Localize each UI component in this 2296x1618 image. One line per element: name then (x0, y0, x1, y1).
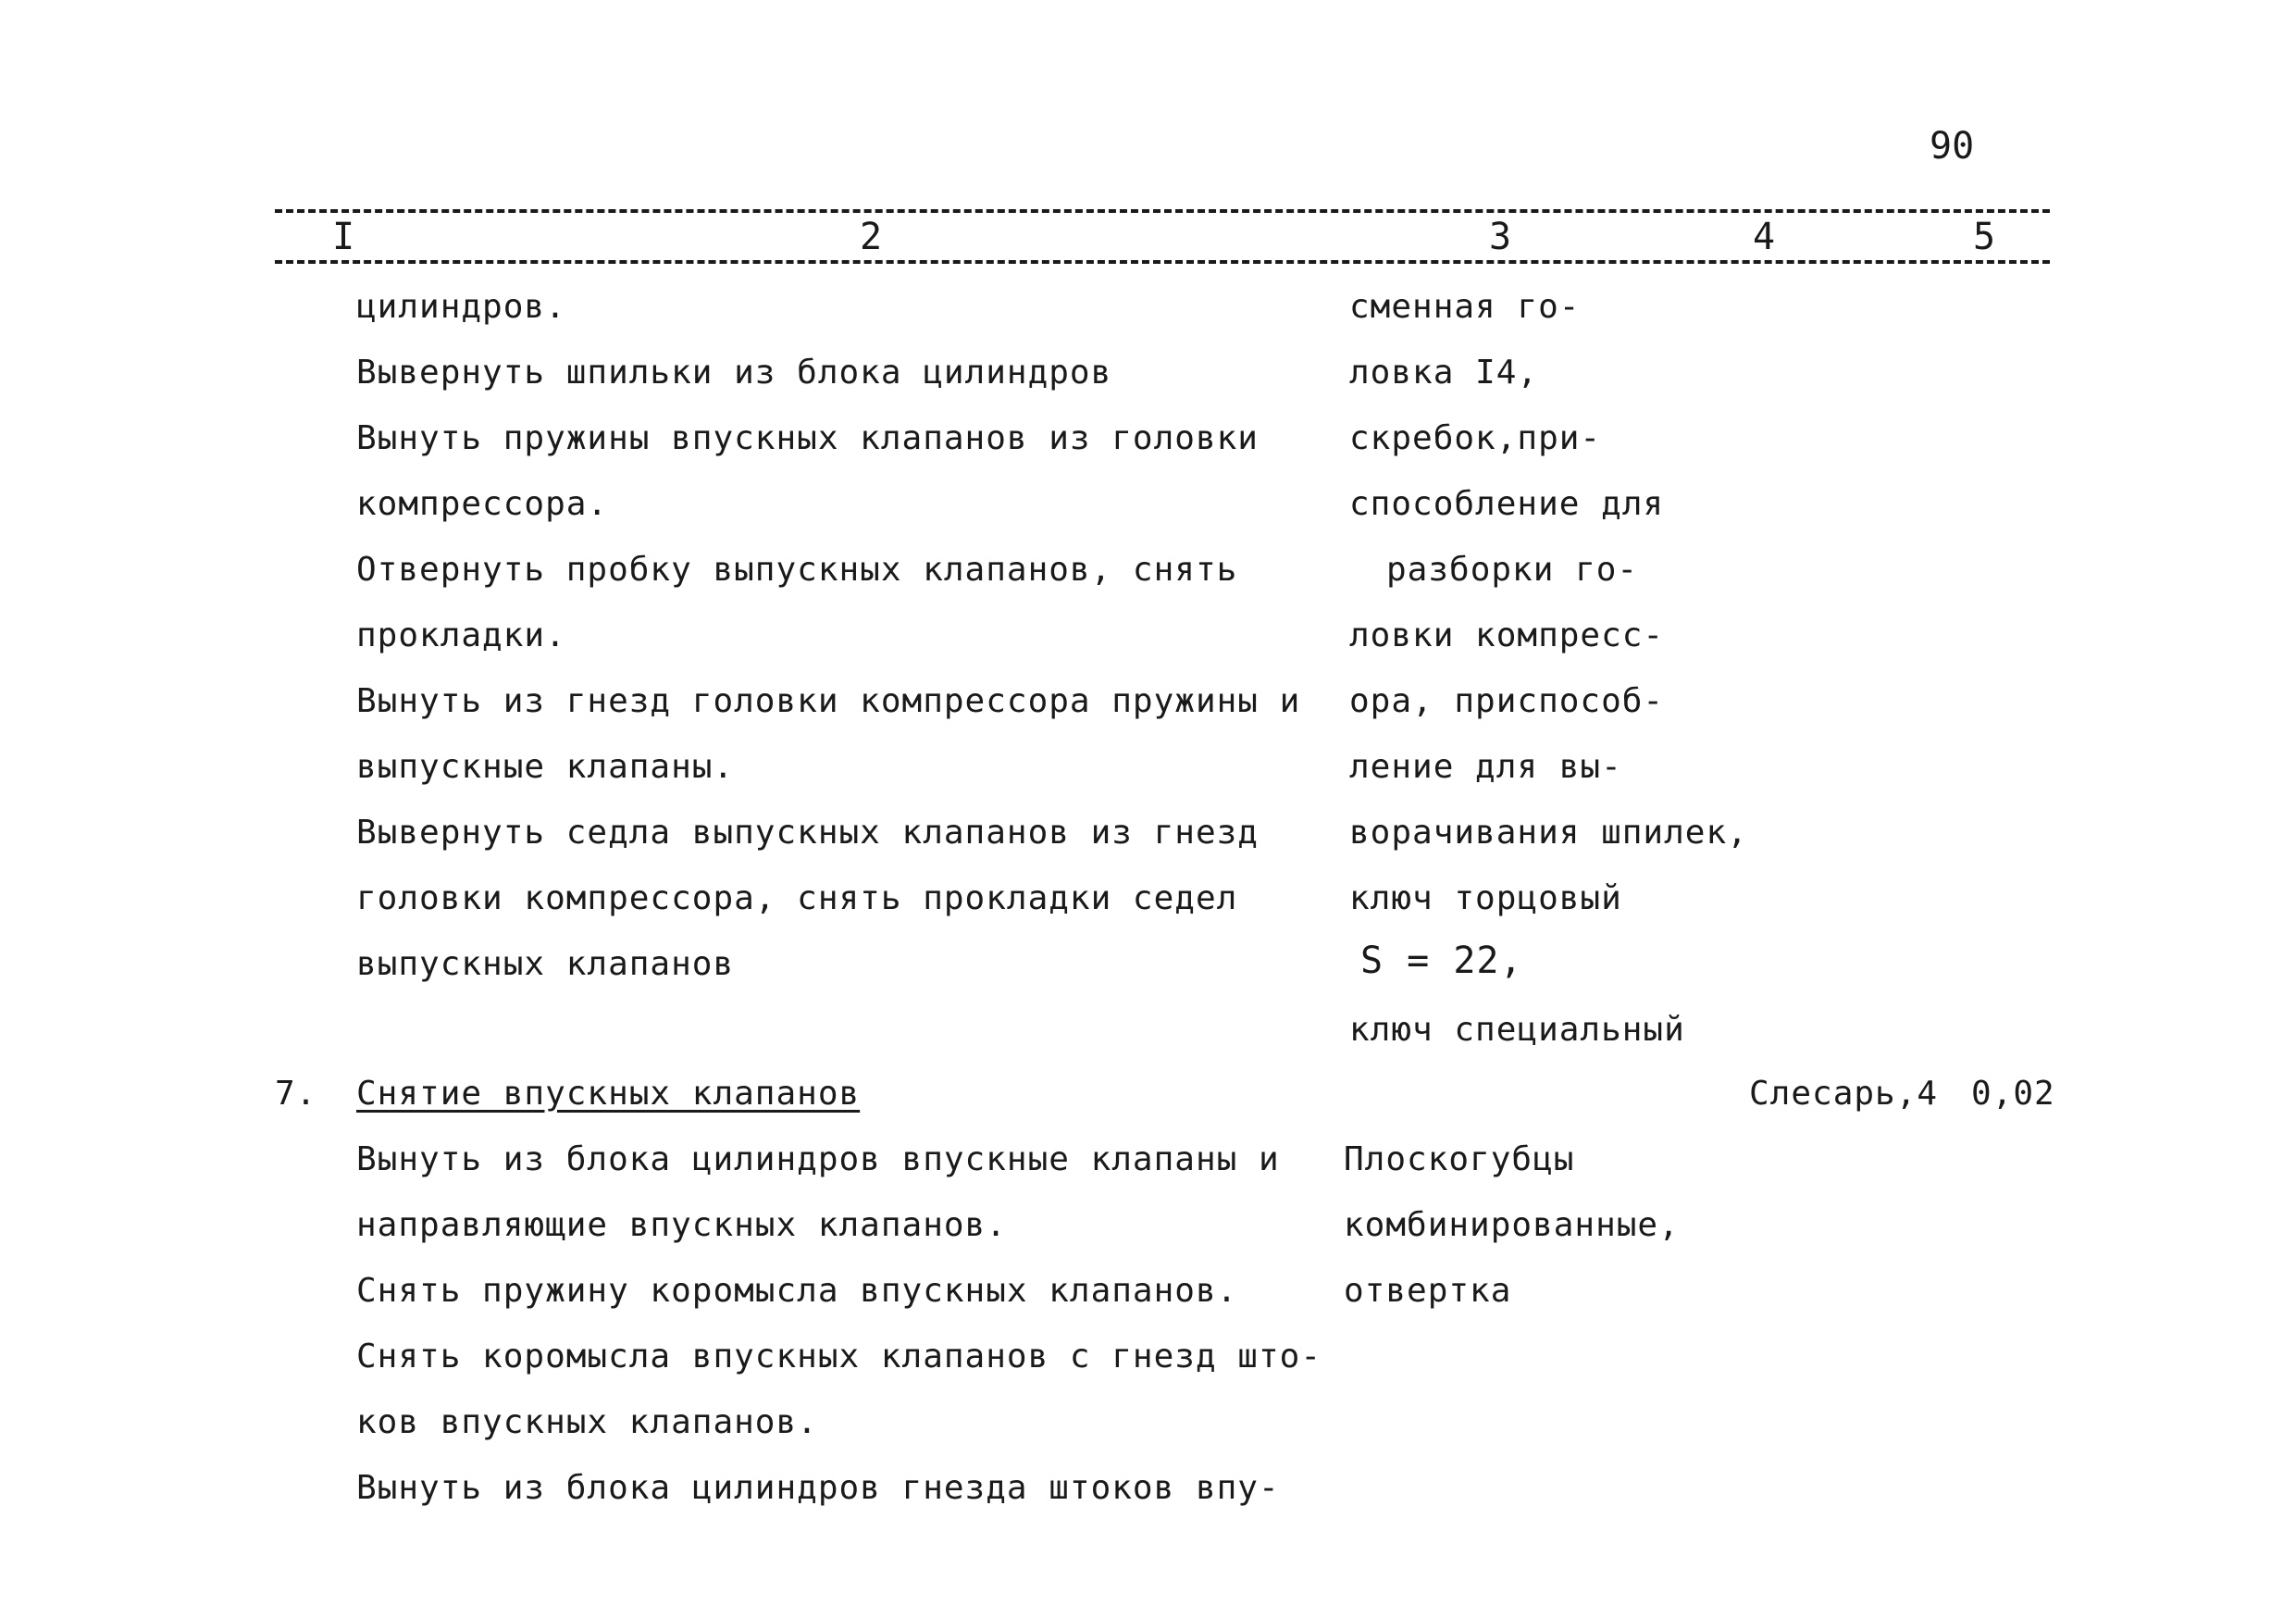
column-number-5: 5 (1969, 217, 1999, 257)
tools-text-line: Плоскогубцы (1344, 1140, 1575, 1178)
column-number-4: 4 (1749, 217, 1779, 257)
tools-text-line: отвертка (1344, 1272, 1512, 1310)
operation-text-line: Снять пружину коромысла впускных клапанов. (356, 1272, 1238, 1310)
item-worker: Слесарь,4 (1749, 1075, 1939, 1113)
item-number: 7. (275, 1075, 317, 1113)
tools-text-line: способление для (1349, 485, 1665, 523)
tools-text-line: ора, приспособ- (1349, 682, 1665, 720)
tools-text-line: разборки го- (1386, 551, 1639, 589)
operation-text-line: головки компрессора, снять прокладки седел (356, 879, 1238, 917)
tools-text-line: ключ торцовый (1349, 879, 1622, 917)
operation-text-line: выпускные клапаны. (356, 748, 735, 786)
tools-text-line: ключ специальный (1349, 1011, 1685, 1049)
operation-text-line: направляющие впускных клапанов. (356, 1206, 1007, 1244)
operation-text-line: Снять коромысла впускных клапанов с гнезд што- (356, 1338, 1322, 1375)
operation-text-line: выпускных клапанов (356, 945, 735, 983)
tools-text-line: ворачивания шпилек, (1349, 814, 1748, 852)
operation-text-line: Вывернуть шпильки из блока цилиндров (356, 354, 1112, 392)
operation-text-line: Вынуть пружины впускных клапанов из головки (356, 419, 1259, 457)
operation-text-line: ков впускных клапанов. (356, 1403, 818, 1441)
operation-text-line: Вынуть из гнезд головки компрессора пружины и (356, 682, 1301, 720)
tools-text-line: ловки компресс- (1349, 616, 1665, 654)
item-time: 0,02 (1971, 1075, 2055, 1113)
tools-text-line: комбинированные, (1344, 1206, 1680, 1244)
operation-text-line: компрессора. (356, 485, 609, 523)
item-title: Снятие впускных клапанов (356, 1075, 861, 1113)
operation-text-line: Вынуть из блока цилиндров впускные клапаны и (356, 1140, 1280, 1178)
tools-text-line: сменная го- (1349, 288, 1581, 326)
operation-text-line: Отвернуть пробку выпускных клапанов, снять (356, 551, 1238, 589)
operation-text-line: Вынуть из блока цилиндров гнезда штоков впу- (356, 1469, 1280, 1507)
table-header-bottom-rule (275, 260, 2050, 264)
column-number-2: 2 (856, 217, 886, 257)
operation-text-line: Вывернуть седла выпускных клапанов из гнезд (356, 814, 1259, 852)
column-number-3: 3 (1485, 217, 1515, 257)
tools-text-line: S = 22, (1360, 940, 1523, 982)
operation-text-line: цилиндров. (356, 288, 566, 326)
tools-text-line: ловка I4, (1349, 354, 1539, 392)
tools-text-line: скребок,при- (1349, 419, 1602, 457)
tools-text-line: ление для вы- (1349, 748, 1622, 786)
table-header-top-rule (275, 209, 2050, 213)
operation-text-line: прокладки. (356, 616, 566, 654)
page-number: 90 (1930, 125, 1975, 168)
column-number-1: I (329, 217, 358, 257)
